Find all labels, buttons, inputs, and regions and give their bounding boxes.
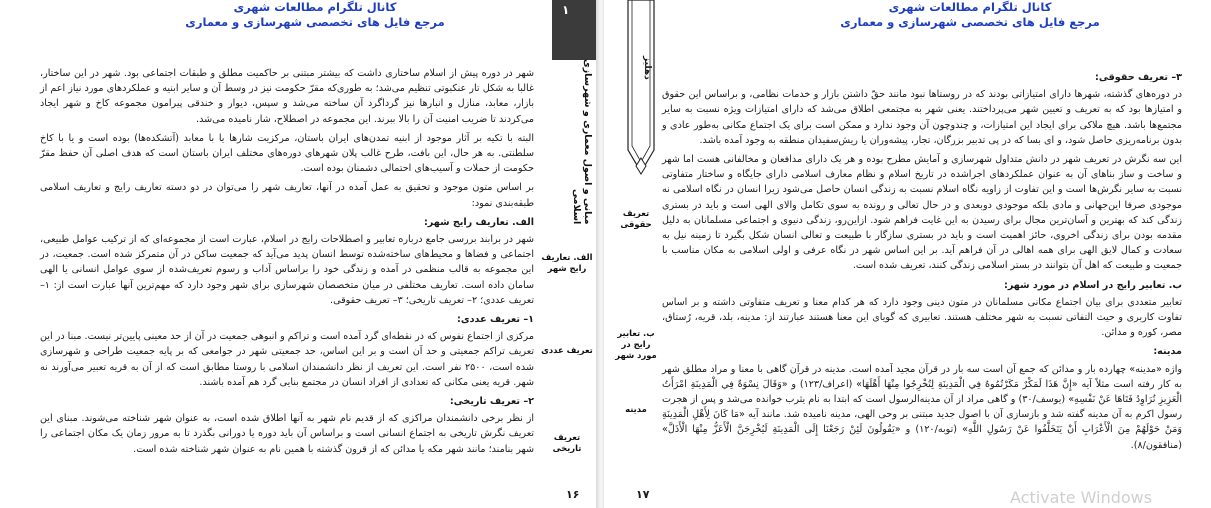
paragraph: شهر در دوره پیش از اسلام ساختاری داشت که بیشتر مبتنی بر حاکمیت مطلق و طبقات اجتماعی بود. شهر در این ساختار، غالبا به شکل تار عنکبوتی تنظیم می‌شد؛ به طوری‌که مقرّ حکومت نیز در وسط آن و سایر ابنیه و عملکردهای مورد نیاز اعم از بازار، معابد، منازل و انبارها نیز گرداگرد آن ساخته می‌شد و سپس، دیوار و خندقی پیرامون مجموعه کاخ و شهر ایجاد می‌کردند تا ضریب امنیت آن را بالا ببرند. این مجموعه در اصطلاح، شار نامیده می‌شد. <box>40 68 534 125</box>
margin-note: ب. تعابیر رایج در مورد شهر <box>615 328 657 360</box>
chapter-tab-number: ۱ <box>562 3 570 17</box>
margin-note: تعریف عددی <box>541 345 593 355</box>
left-body-text <box>40 66 534 461</box>
channel-banner-right <box>820 0 1120 30</box>
channel-banner-left <box>170 0 460 30</box>
page-number: ۱۷ <box>636 488 650 501</box>
section-heading: ۲– تعریف تاریخی: <box>449 396 534 408</box>
paragraph: از نظر برخی دانشمندان مراکزی که از قدیم نام شهر به آنها اطلاق شده است، به عنوان شهر شناخته می‌شوند. مبنای این تعریف نگرش تاریخی به اجتماع انسانی است و براساس آن باید دوره یا دورانی بگذرد تا به مرور زمان یک مکان اجتماعی را شهر بنامند؛ مانند شهر مکه یا مدائن که از قرون گذشته با همین نام به عنوان شهر شناخته شده است. <box>40 413 534 455</box>
paragraph: در دوره‌های گذشته، شهرها دارای امتیازاتی بودند که در روستاها نبود مانند حقّ داشتن بازار و خدمات نظامی، و براساس این حقوق و امتیازها بود که به تعریف و تعیین شهر می‌پرداختند. یعنی شهر به مجتمعی اطلاق می‌شد که دارای امتیازات ویژه نسبت به سایر مجتمع‌ها باشد. هیچ ملاکی برای ایجاد این امتیازات، و چندوچون آن وجود ندارد و ممکن است برای یک اجتماع مکانی به‌طور عادی و بدون برنامه‌ریزی حاصل شود، و ای بسا که در پی تدبیر بزرگان، تجار، پیشه‌وران یا ریش‌سفیدان منطقه به وجود آمده باشد. <box>662 89 1182 146</box>
margin-note: تعریف حقوقی <box>620 208 652 229</box>
spine-book-title: مبانی و اصول معماری و شهرسازی اسلامی <box>571 58 593 224</box>
paragraph: شهر در برابند بررسی جامع درباره تعابیر و اصطلاحات رایج در اسلام، عبارت است از مجموعه‌ای که از ترکیب عوامل طبیعی، اجتماعی و فضاها و محیط‌های ساخته‌شده توسط انسان پدید می‌آید که جمعیت ساکن در آن متمرکز شده است. جمعیت، در این مجموعه به قالب منظمی در آمده و زندگی خود را براساس آداب و رسوم تعریف‌شده از سوی عوامل انسانی یا الهی سامان داده است. تعاریف مختلفی در میان متخصصان شهرسازی برای شهر وجود دارد که مهم‌ترین آنها عبارت است از: ۱– تعریف عددی؛ ۲– تعریف تاریخی؛ ۳– تعریف حقوقی. <box>40 234 534 306</box>
banner-line-1: کانال تلگرام مطالعات شهری <box>233 0 397 14</box>
page-number: ۱۶ <box>566 488 580 501</box>
section-heading: ۱– تعریف عددی: <box>457 314 534 326</box>
paragraph: مرکزی از اجتماع نفوس که در نقطه‌ای گرد آمده است و تراکم و انبوهی جمعیت در آن از حد معینی پایین‌تر نیست. مبنا در این تعریف تراکم جمعیتی و حد آن است و بر این اساس، حد جمعیتی شهر در جوامعی که بر پایه جمعیت طراحی و شهرسازی شده است، ۲۵۰۰ نفر است. این تعریف از نظر دانشمندان اسلامی با روستا مطابق است که از آن به قریه تعبیر می‌آورند نه شهر. قریه یعنی مکانی که تعدادی از افراد انسان در مجتمع بنایی گرد هم آمده باشند. <box>40 331 534 388</box>
banner-line-2: مرجع فایل های تخصصی شهرسازی و معماری <box>840 15 1100 29</box>
paragraph: واژه «مدینه» چهارده بار و مدائن که جمع آن است سه بار در قرآن مجید آمده است. مدینه در قرآن گاهی با معنا و مراد مطلق شهر به کار رفته است مثلاً آیه «إِنَّ هَذَا لَمَكْرٌ مَكَرْتُمُوهُ فِي الْمَدِينَةِ لِتُخْرِجُوا مِنْهَا أَهْلَهَا» (اعراف/۱۲۳) و «وَقَالَ نِسْوَةٌ فِي الْمَدِينَةِ امْرَأَتُ الْعَزِيزِ تُرَاوِدُ فَتَاهَا عَنْ نَفْسِهِ» (یوسف/۳۰) و گاهی مراد از آن مدینه‌الرسول است که ابتدا به نام یثرب خوانده می‌شد و پس از هجرت رسول اکرم به آن مدینه گفته شد و بازسازی آن با اصول جدید مبتنی بر وحی الهی، مدینه نامیده شد. مانند آیه «مَا كَانَ لِأَهْلِ الْمَدِينَةِ وَمَنْ حَوْلَهُمْ مِنَ الْأَعْرَابِ أَنْ يَتَخَلَّفُوا عَنْ رَسُولِ اللَّهِ» (توبه/۱۲۰) و «يَقُولُونَ لَئِنْ رَجَعْنَا إِلَى الْمَدِينَةِ لَيُخْرِجَنَّ الْأَعَزُّ مِنْهَا الْأَذَلَّ» (منافقون/۸). <box>662 363 1183 451</box>
section-heading: الف. تعاریف رایج شهر: <box>423 216 534 228</box>
section-heading: مدینه: <box>1153 346 1182 358</box>
paragraph: البته با تکیه بر آثار موجود از ابنیه تمدن‌های ایران باستان، مرکزیت شارها یا با معابد (آتشکده‌ها) بوده است و یا با کاخ سلطنتی. به هر حال، این بافت، طرح غالب پلان شهرهای دوره‌های مختلف ایران باستان است که هدف اصلی آن حفظ مقرّ حکومت از حملات و آسیب‌های احتمالی دشمنان بوده است. <box>40 132 534 175</box>
section-heading: ب. تعابیر رایج در اسلام در مورد شهر: <box>1003 279 1182 291</box>
paragraph: این سه نگرش در تعریف شهر در دانش متداول شهرسازی و آمایش مطرح بوده و هر یک دارای مدافعان و مخالفانی هست اما شهر و ساخت و ساز بناهای آن به عنوان عملکردهای اجراشده در تاریخ اسلام و نظام معارف اسلامی دارای جایگاه و ساختار متفاوتی نسبت به سایر نگرش‌ها است و این تفاوت از زاویه نگاه اسلام نسبت به زندگی انسان حاصل می‌شود زیرا انسان در نگاه اسلامی نه موجودی صرفا این‌جهانی و مادی بلکه موجودی دوبعدی و در حال تعالی و رونده به سوی تکامل والای الهی است و باید در بستری زندگی کند که بهترین و آسان‌ترین مجال برای رسیدن به این غایت فراهم شود. ازاین‌رو، زندگی دنیوی و اجتماعی مسلمانان به دلیل مقدمه بودن برای زندگی اخروی، حائز اهمیت است و باید در بستری سازگار با طبیعت و تعالی انسان شکل بگیرد تا زمینه نیل به سعادت و کمال لایق الهی برای همه اهالی در آن فراهم آید. بر این اساس شهر در نگاه عرفی و اولی اسلامی به مکان مناسب با جمعیت و طبیعت که اهل آن بتوانند در بستر اسلامی زندگی کنند، تعریف شده است. <box>662 154 1182 272</box>
right-body-text <box>662 66 1182 457</box>
section-heading: ۳– تعریف حقوقی: <box>1094 72 1182 83</box>
left-page <box>0 0 598 508</box>
margin-note: تعریف تاریخی <box>552 432 582 453</box>
banner-line-2: مرجع فایل های تخصصی شهرسازی و معماری <box>185 15 445 29</box>
paragraph: بر اساس متون موجود و تحقیق به عمل آمده در آنها، تعاریف شهر را می‌توان در دو دسته تعاریف رایج و تعاریف اسلامی طبقه‌بندی نمود: <box>40 182 534 209</box>
margin-note: مدینه <box>625 404 647 414</box>
ribbon-label: دهلیز <box>642 56 652 80</box>
paragraph: تعابیر متعددی برای بیان اجتماع مکانی مسلمانان در متون دینی وجود دارد که هر کدام معنا و تعریف متفاوتی داشته و بر اساس تفاوت کاربری و حیث التفاتی نسبت به شهر مختلف هستند. تعابیری که گویای این معنا هستند عبارتند از: مدینه، بلد، قریه، رُستاق، مصر، کوره و مدائن. <box>662 296 1182 339</box>
os-watermark: Activate Windows <box>1010 488 1153 507</box>
banner-line-1: کانال تلگرام مطالعات شهری <box>888 0 1052 14</box>
margin-note: الف. تعاریف رایج شهر <box>541 252 593 273</box>
